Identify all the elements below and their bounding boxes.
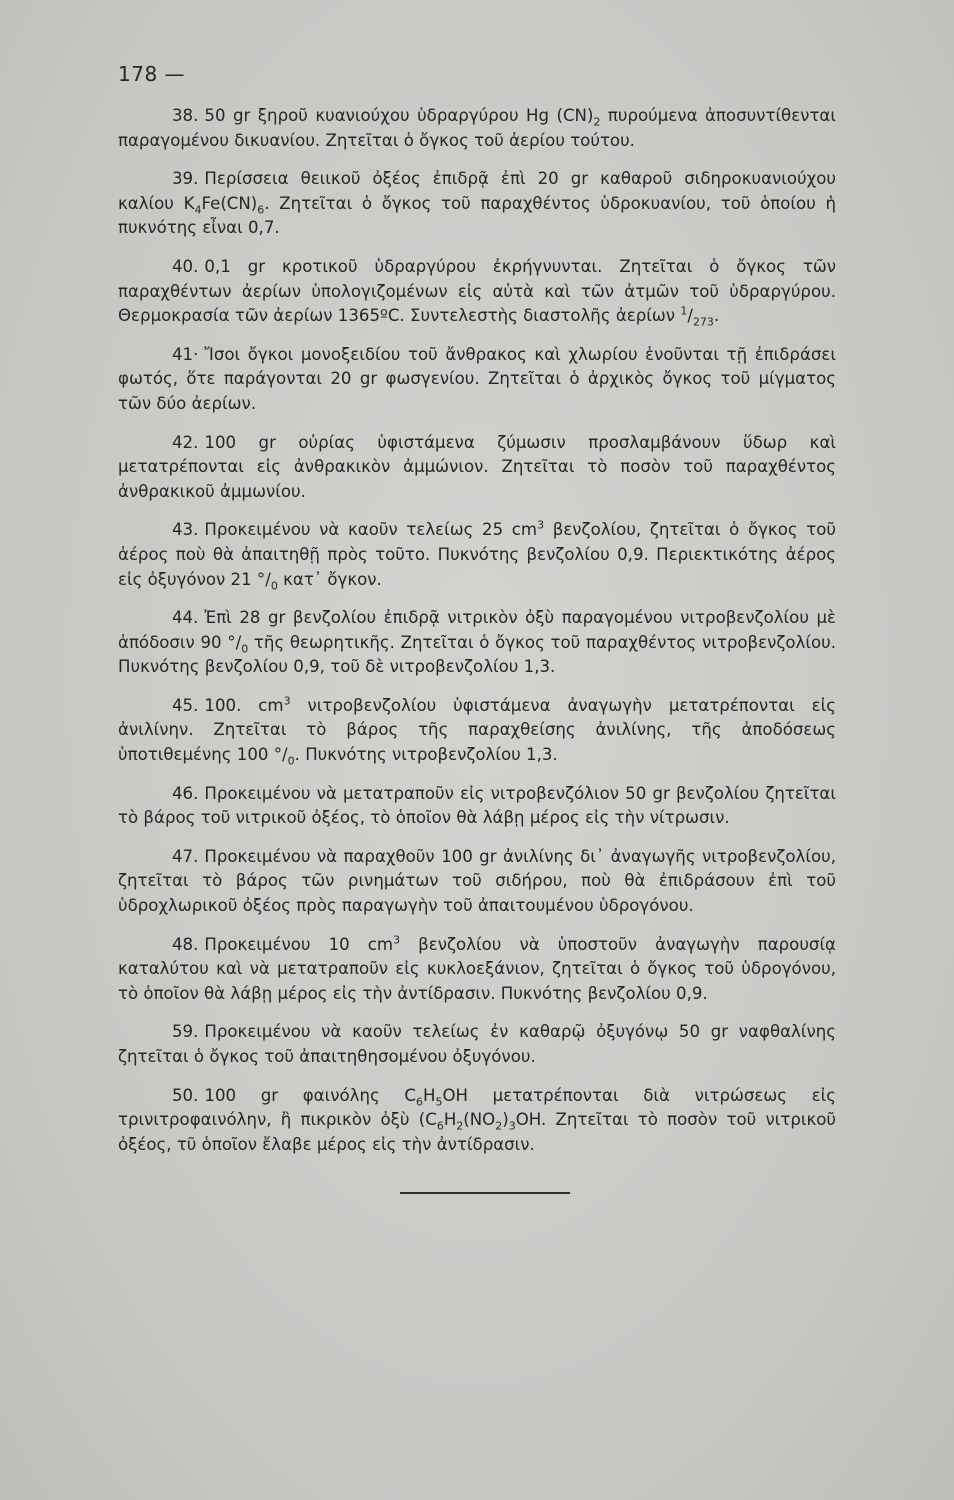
problem-item — [118, 431, 836, 505]
problem-text: . — [713, 306, 720, 326]
superscript: 3 — [283, 694, 291, 708]
problem-number: 40. — [172, 256, 199, 276]
subscript: 6 — [415, 1094, 423, 1108]
problem-item — [118, 845, 836, 919]
problem-text: 100 gr φαινόλης C — [204, 1085, 416, 1105]
problem-text: Περίσσεια θειικοῦ ὀξέος ἐπιδρᾷ ἐπὶ 20 gr καθαροῦ σιδηροκυανιούχου καλίου K — [118, 169, 836, 213]
problem-number: 38. — [172, 106, 199, 125]
problem-text: βενζολίου νὰ ὑποστοῦν ἀναγωγὴν παρουσίᾳ καταλύτου καὶ νὰ μετατραποῦν εἰς κυκλοεξάνιον, ζητεῖται ὁ ὄγκος τοῦ ὑδρογόνου, τὸ ὁποῖον θὰ λάβῃ μέρος εἰς τὴν ἀντίδρασιν. Πυκνότης βενζολίου 0,9. — [118, 934, 837, 1003]
subscript: 6 — [257, 203, 265, 217]
problem-number: 42. — [172, 432, 199, 452]
problem-text: Προκειμένου νὰ μετατραποῦν εἰς νιτροβενζόλιον 50 gr βενζολίου ζητεῖται τὸ βάρος τοῦ νιτρικοῦ ὀξέος, τὸ ὁποῖον θὰ λάβῃ μέρος εἰς τὴν νίτρωσιν. — [118, 783, 836, 828]
problem-item — [118, 1084, 836, 1158]
problem-text: ) — [502, 1110, 509, 1130]
problem-text: . Πυκνότης νιτροβενζολίου 1,3. — [294, 745, 558, 765]
subscript: 273 — [692, 315, 714, 329]
problem-text: . Ζητεῖται ὁ ὄγκος τοῦ παραχθέντος ὑδροκυανίου, τοῦ ὁποίου ἡ πυκνότης εἶναι 0,7. — [118, 193, 836, 238]
subscript: 0 — [241, 642, 249, 655]
problem-item — [118, 104, 836, 153]
problem-text: OH. Ζητεῖται τὸ ποσὸν τοῦ νιτρικοῦ ὀξέος, τῦ ὁποῖον ἔλαβε μέρος εἰς τὴν ἀντίδρασιν. — [118, 1110, 837, 1154]
problem-number: 43. — [172, 520, 199, 540]
subscript: 0 — [287, 754, 295, 768]
problem-item — [118, 782, 836, 831]
problem-text: 100 gr οὐρίας ὑφιστάμενα ζύμωσιν προσλαμβάνουν ὕδωρ καὶ μετατρέπονται εἰς ἀνθρακικὸν ἀμμώνιον. Ζητεῖται τὸ ποσὸν τοῦ παραχθέντος ἀνθρακικοῦ ἀμμωνίου. — [118, 432, 836, 501]
problem-text: 100. cm — [204, 695, 284, 715]
problem-number: 50. — [172, 1085, 199, 1105]
problem-number: 46. — [172, 783, 199, 803]
problem-text: Ἴσοι ὄγκοι μονοξειδίου τοῦ ἄνθρακος καὶ χλωρίου ἑνοῦνται τῇ ἐπιδράσει φωτός, ὅτε παράγονται 20 gr φωσγενίου. Ζητεῖται ὁ ἀρχικὸς ὄγκος τοῦ μίγματος τῶν δύο ἀερίων. — [118, 344, 836, 413]
problem-text: Προκειμένου νὰ παραχθοῦν 100 gr ἀνιλίνης δι᾽ ἀναγωγῆς νιτροβενζολίου, ζητεῖται τὸ βάρος τῶν ρινημάτων τοῦ σιδήρου, ποὺ θὰ ἐπιδράσουν ἐπὶ τοῦ ὑδροχλωρικοῦ ὀξέος πρὸς παραγωγὴν τοῦ ἀπαιτουμένου ὑδρογόνου. — [118, 846, 836, 916]
problem-item — [118, 694, 836, 768]
problem-item — [118, 167, 836, 241]
problem-number: 41· — [172, 344, 199, 364]
problem-item — [118, 1020, 836, 1069]
end-separator-rule — [400, 1192, 570, 1194]
problem-text: πυρούμενα ἀποσυντίθενται παραγομένου δικυανίου. Ζητεῖται ὁ ὄγκος τοῦ ἀερίου τούτου. — [118, 106, 836, 150]
problem-text: τῆς θεωρητικῆς. Ζητεῖται ὁ ὄγκος τοῦ παραχθέντος νιτροβενζολίου. Πυκνότης βενζολίου 0,9, τοῦ δὲ νιτροβενζολίου 1,3. — [118, 632, 836, 677]
problem-text: νιτροβενζολίου ὑφιστάμενα ἀναγωγὴν μετατρέπονται εἰς ἀνιλίνην. Ζητεῖται τὸ βάρος τῆς παραχθείσης ἀνιλίνης, τῆς ἀποδόσεως ὑποτιθεμένης 100 °/ — [118, 695, 836, 765]
problem-text: 0,1 gr κροτικοῦ ὑδραργύρου ἐκρήγνυνται. Ζητεῖται ὁ ὄγκος τῶν παραχθέντων ἀερίων ὑπολογιζομένων εἰς αὐτὰ καὶ τῶν ἀτμῶν τοῦ ὑδραργύρου. Θερμοκρασία τῶν ἀερίων 1365ºC. Συντελεστὴς διαστολῆς ἀερίων — [118, 256, 836, 326]
superscript: 1 — [680, 304, 688, 318]
problem-text: 50 gr ξηροῦ κυανιούχου ὑδραργύρου Hg (CN) — [204, 106, 594, 125]
subscript: 2 — [593, 115, 601, 129]
problem-text: H — [422, 1085, 436, 1105]
problem-number: 39. — [172, 169, 199, 189]
problem-text: κατ᾽ ὄγκον. — [277, 569, 382, 589]
superscript: 3 — [537, 518, 545, 532]
problem-item — [118, 343, 836, 417]
problem-text: / — [687, 306, 693, 326]
problem-number: 59. — [172, 1022, 199, 1042]
problem-item — [118, 518, 836, 592]
page-number: 178 — — [118, 62, 186, 86]
problem-text: βενζολίου, ζητεῖται ὁ ὄγκος τοῦ ἀέρος ποὺ θὰ ἀπαιτηθῇ πρὸς τοῦτο. Πυκνότης βενζολίου 0,9. Περιεκτικότης ἀέρος εἰς ὀξυγόνον 21 °/ — [118, 520, 836, 589]
problem-number: 48. — [172, 934, 199, 954]
subscript: 0 — [270, 578, 278, 592]
problem-text: Fe(CN) — [201, 193, 258, 213]
problem-text: Προκειμένου νὰ καοῦν τελείως 25 cm — [204, 520, 538, 540]
problem-number: 44. — [172, 608, 199, 628]
subscript: 4 — [194, 203, 202, 217]
problem-text: Προκειμένου νὰ καοῦν τελείως ἐν καθαρῷ ὀξυγόνῳ 50 gr ναφθαλίνης ζητεῖται ὁ ὄγκος τοῦ ἀπαιτηθησομένου ὀξυγόνου. — [118, 1022, 836, 1066]
subscript: 2 — [495, 1119, 503, 1133]
superscript: 3 — [393, 933, 401, 947]
problem-item — [118, 255, 836, 329]
problem-number: 45. — [172, 695, 199, 715]
problem-text: OH μετατρέπονται διὰ νιτρώσεως εἰς τρινιτροφαινόλην, ἢ πικρικὸν ὀξὺ (C — [118, 1085, 836, 1130]
problem-item — [118, 606, 836, 680]
problem-text: (NO — [463, 1110, 496, 1130]
problem-item — [118, 933, 836, 1007]
subscript: 5 — [435, 1094, 443, 1108]
problem-list — [118, 104, 836, 1171]
problem-text: Ἐπὶ 28 gr βενζολίου ἐπιδρᾷ νιτρικὸν ὀξὺ παραγομένου νιτροβενζολίου μὲ ἀπόδοσιν 90 °/ — [118, 608, 836, 652]
problem-text: Προκειμένου 10 cm — [204, 934, 394, 954]
problem-number: 47. — [172, 846, 199, 866]
subscript: 6 — [436, 1119, 444, 1133]
subscript: 3 — [508, 1119, 516, 1133]
problem-text: H — [443, 1110, 457, 1130]
subscript: 2 — [456, 1119, 464, 1133]
